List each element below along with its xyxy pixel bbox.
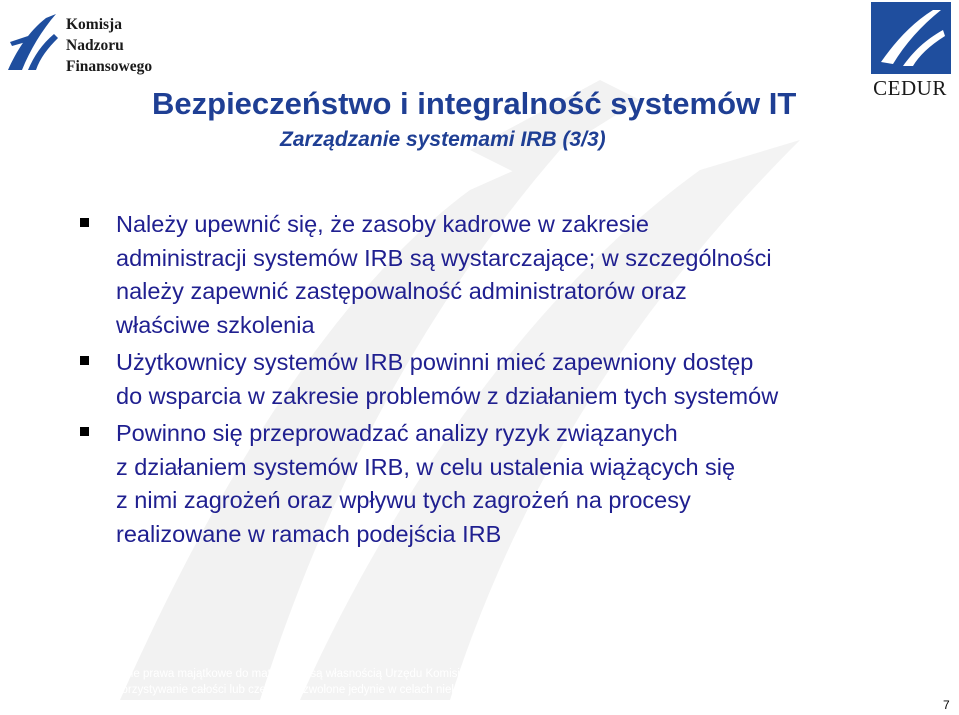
footer-line: Autorskie prawa majątkowe do materiałów są własnością Urzędu Komisji Nadzoru Finansowego. Rozpowszechnianie, kopiowanie, utrwalanie, publiczne xyxy=(91,668,868,680)
square-bullet-icon xyxy=(80,218,89,227)
bullet-line: realizowane w ramach podejścia IRB xyxy=(116,520,502,547)
page-number: 7 xyxy=(943,698,950,712)
square-bullet-icon xyxy=(80,356,89,365)
cedur-emblem-icon xyxy=(867,2,953,74)
square-bullet-icon xyxy=(80,427,89,436)
bullet-line: właściwe szkolenia xyxy=(116,311,315,338)
knf-logo xyxy=(6,8,176,78)
knf-emblem-icon xyxy=(6,12,60,72)
copyright-footer xyxy=(0,666,959,714)
bullet-line: Należy upewnić się, że zasoby kadrowe w zakresie xyxy=(116,211,649,237)
bullet-line: do wsparcia w zakresie problemów z działaniem tych systemów xyxy=(116,382,779,409)
cedur-logo-text: CEDUR xyxy=(873,76,947,100)
footer-line: o pochodzeniu materiałów. Materiały szkoleniowe przygotowane w ramach projektu Centrum Edukacji dla Uczestników Rynku. xyxy=(157,700,802,712)
knf-logo-line: Komisja xyxy=(66,16,122,33)
knf-logo-line: Finansowego xyxy=(66,58,153,75)
bullet-list xyxy=(80,208,778,555)
slide-title: Bezpieczeństwo i integralność systemów IT xyxy=(152,86,797,121)
cedur-logo xyxy=(867,2,953,98)
bullet-item xyxy=(80,417,778,551)
bullet-line: z działaniem systemów IRB, w celu ustalenia wiążących się xyxy=(116,453,736,480)
knf-logo-text xyxy=(66,14,152,77)
bullet-line: z nimi zagrożeń oraz wpływu tych zagrożeń na procesy xyxy=(116,487,691,513)
bullet-line: administracji systemów IRB są wystarczające; w szczególności xyxy=(116,244,772,271)
bullet-line: Użytkownicy systemów IRB powinni mieć zapewniony dostęp xyxy=(116,349,754,375)
slide-subtitle: Zarządzanie systemami IRB (3/3) xyxy=(280,128,606,151)
footer-line: wykorzystywanie całości lub części - dozwolone jedynie w celach niekomercyjnych, nieodpłatnie, za zgodą UKNF, pod warunkiem podania informacji xyxy=(101,684,858,696)
bullet-line: Powinno się przeprowadzać analizy ryzyk związanych xyxy=(116,420,678,446)
knf-logo-line: Nadzoru xyxy=(66,37,124,54)
bullet-line: należy zapewnić zastępowalność administratorów oraz xyxy=(116,278,687,304)
bullet-item xyxy=(80,208,778,342)
bullet-item xyxy=(80,346,778,413)
